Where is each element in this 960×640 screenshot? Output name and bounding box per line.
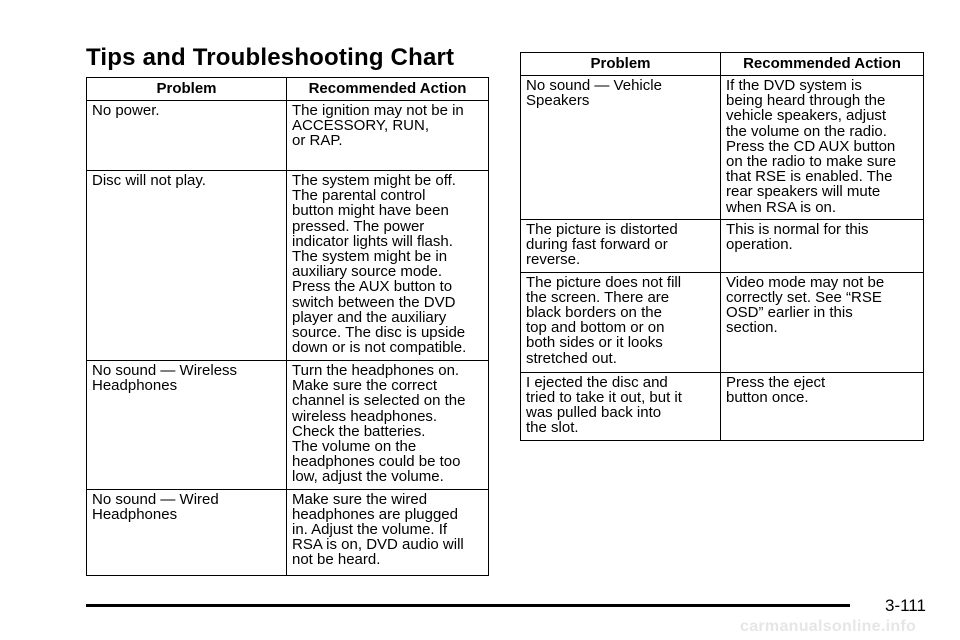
- action-cell: Make sure the wired headphones are plugged in. Adjust the volume. If RSA is on, DVD audio will not be heard.: [287, 489, 489, 575]
- problem-cell: No power.: [87, 101, 287, 171]
- table-header-row: [87, 78, 489, 101]
- table-row: [87, 361, 489, 490]
- action-column-header: Recommended Action: [287, 78, 489, 101]
- table-row: [87, 101, 489, 171]
- problem-cell: The picture is distorted during fast forward or reverse.: [521, 220, 721, 273]
- watermark: carmanualsonline.info: [740, 618, 917, 635]
- problem-cell: Disc will not play.: [87, 171, 287, 361]
- action-cell: Press the eject button once.: [721, 372, 924, 440]
- problem-cell: No sound — Wired Headphones: [87, 489, 287, 575]
- table-row: [521, 220, 924, 273]
- action-column-header: Recommended Action: [721, 53, 924, 76]
- problem-cell: No sound — Vehicle Speakers: [521, 76, 721, 220]
- action-cell: Turn the headphones on. Make sure the correct channel is selected on the wireless headphones. Check the batteries. The volume on the headphones could be too low, adjust the volume.: [287, 361, 489, 490]
- table-row: [521, 76, 924, 220]
- table-row: [521, 372, 924, 440]
- action-cell: The system might be off. The parental control button might have been pressed. The power indicator lights will flash. The system might be in auxiliary source mode. Press the AUX button to switch between the DVD player and the auxiliary source. The disc is upside down or is not compatible.: [287, 171, 489, 361]
- action-cell: The ignition may not be in ACCESSORY, RUN, or RAP.: [287, 101, 489, 171]
- action-cell: Video mode may not be correctly set. See “RSE OSD” earlier in this section.: [721, 272, 924, 372]
- problem-column-header: Problem: [87, 78, 287, 101]
- table-row: [521, 272, 924, 372]
- page-number: 3-111: [885, 596, 926, 615]
- table-header-row: [521, 53, 924, 76]
- troubleshooting-table-right: [520, 52, 924, 441]
- problem-cell: I ejected the disc and tried to take it out, but it was pulled back into the slot.: [521, 372, 721, 440]
- problem-column-header: Problem: [521, 53, 721, 76]
- table-row: [87, 171, 489, 361]
- page-title: Tips and Troubleshooting Chart: [86, 44, 455, 71]
- problem-cell: The picture does not fill the screen. There are black borders on the top and bottom or on both sides or it looks stretched out.: [521, 272, 721, 372]
- problem-cell: No sound — Wireless Headphones: [87, 361, 287, 490]
- troubleshooting-table-left: [86, 77, 489, 576]
- action-cell: This is normal for this operation.: [721, 220, 924, 273]
- footer-rule: [86, 604, 850, 607]
- table-row: [87, 489, 489, 575]
- action-cell: If the DVD system is being heard through the vehicle speakers, adjust the volume on the radio. Press the CD AUX button on the radio to make sure that RSE is enabled. The rear speakers will mute when RSA is on.: [721, 76, 924, 220]
